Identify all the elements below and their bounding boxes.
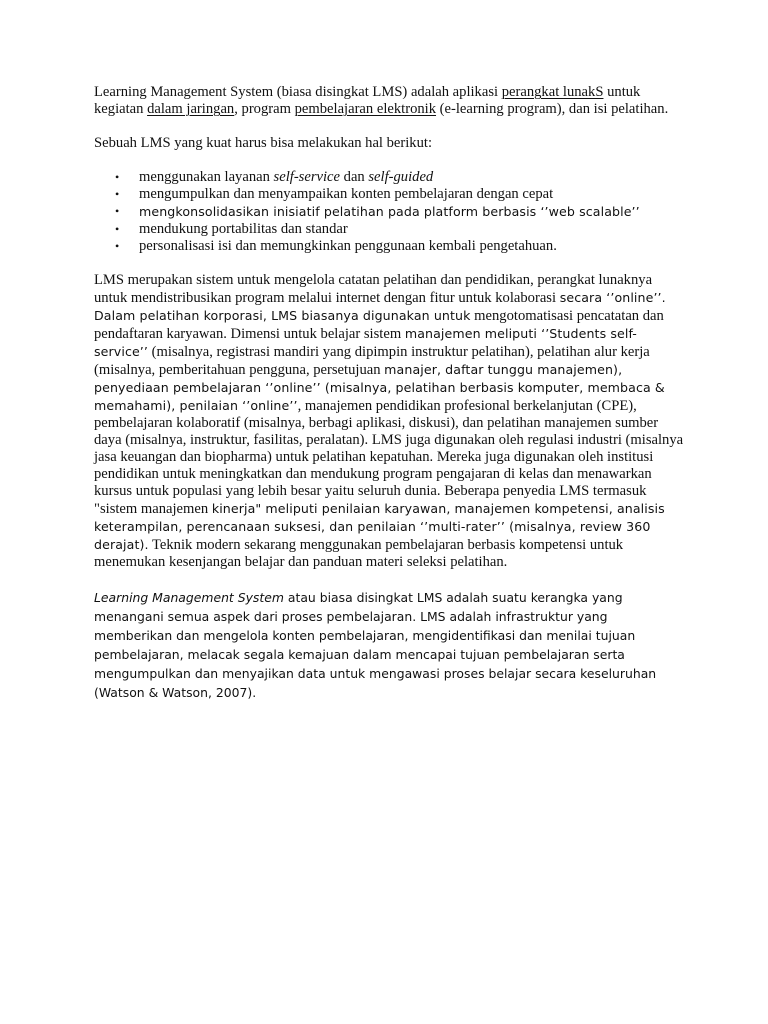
list-item-text: mendukung portabilitas dan standar [139,221,348,237]
bullet-icon: • [115,239,120,253]
list-item [94,186,684,203]
bullet-icon: • [115,170,120,184]
lms-description-paragraph [94,272,684,571]
paragraph-text: kinerja" meliputi penilaian karyawan, manajemen kompetensi, analisis keterampilan, perencanaan suksesi, dan penilaian ‘’multi-rater’’ (misalnya, review 360 derajat). [94,501,665,552]
intro-text: untuk kegiatan [94,84,641,117]
list-item-text: mengkonsolidasikan inisiatif pelatihan pada platform berbasis ‘’web scalable’’ [139,204,640,219]
list-item-text: personalisasi isi dan memungkinkan penggunaan kembali pengetahuan. [139,238,557,254]
bullet-icon: • [115,187,120,201]
list-item [94,169,684,186]
document-body [94,84,684,719]
intro-text: Learning Management System (biasa disingkat LMS) adalah aplikasi [94,84,502,100]
list-item [94,221,684,238]
link-perangkat-lunak[interactable]: perangkat lunakS [501,84,604,100]
definition-text: atau biasa disingkat LMS adalah suatu kerangka yang menangani semua aspek dari proses pembelajaran. LMS adalah infrastruktur yang memberikan dan mengelola konten pembelajaran, mengidentifikasi dan menilai tujuan pembelajaran, melacak segala kemajuan dalam mencapai tujuan pembelajaran serta mengumpulkan dan menyajikan data untuk mengawasi proses belajar secara keseluruhan [94,590,657,681]
intro-text: (e-learning program), dan isi pelatihan. [436,101,669,117]
link-pembelajaran-elektronik[interactable]: pembelajaran elektronik [294,101,437,117]
paragraph-text: , manajemen pendidikan profesional berkelanjutan (CPE), pembelajaran kolaboratif (misalnya, berbagi aplikasi, diskusi), dan pelatihan manajemen sumber daya (misalnya, instruktur, fasilitas, peralatan). LMS juga digunakan oleh regulasi industri (misalnya jasa keuangan dan biopharma) untuk pelatihan kepatuhan. Mereka juga digunakan oleh institusi pendidikan untuk meningkatkan dan mendukung program pengajaran di kelas dan menawarkan kursus untuk populasi yang lebih besar yaitu seluruh dunia. Beberapa penyedia LMS termasuk "sistem manajemen [94,398,684,517]
list-item-emphasis: self-service [273,169,340,185]
list-item [94,238,684,255]
list-item-text: mengumpulkan dan menyampaikan konten pembelajaran dengan cepat [139,186,554,202]
paragraph-text: (misalnya, registrasi mandiri yang dipimpin instruktur pelatihan), pelatihan alur kerja (misalnya, pemberitahuan pengguna, persetujuan [94,344,650,378]
list-item-emphasis: self-guided [368,169,434,185]
intro-text: , program [234,101,295,117]
paragraph-text: mengotomatisasi pencatatan dan pendaftaran karyawan. Dimensi untuk belajar sistem [94,308,664,342]
paragraph-text: manajemen meliputi ‘’Students self-service’’ [94,326,637,359]
defined-term: Learning Management System [94,590,284,605]
paragraph-text: Teknik modern sekarang menggunakan pembelajaran berbasis kompetensi untuk menemukan kesenjangan belajar dan panduan materi seleksi pelatihan. [94,537,624,570]
list-item-text: menggunakan layanan [139,169,274,185]
bullet-icon: • [115,204,120,218]
link-dalam-jaringan[interactable]: dalam jaringan [147,101,235,117]
bullet-icon: • [115,222,120,236]
paragraph-text: secara ‘’online’’. Dalam pelatihan korporasi, LMS biasanya digunakan untuk [94,290,666,323]
paragraph-text: manajer, daftar tunggu manajemen), penyediaan pembelajaran ‘’online’’ (misalnya, pelatihan berbasis komputer, membaca & memahami), penilaian ‘’online’’ [94,362,665,413]
lms-capabilities-list [94,169,684,255]
intro-paragraph [94,84,684,118]
list-item-text: dan [340,169,369,185]
definition-paragraph [94,588,684,702]
list-intro-paragraph: Sebuah LMS yang kuat harus bisa melakukan hal berikut: [94,135,433,151]
list-item [94,203,684,221]
citation: (Watson & Watson, 2007). [94,685,257,700]
paragraph-text: LMS merupakan sistem untuk mengelola catatan pelatihan dan pendidikan, perangkat lunaknya untuk mendistribusikan program melalui internet dengan fitur untuk kolaborasi [94,272,653,306]
